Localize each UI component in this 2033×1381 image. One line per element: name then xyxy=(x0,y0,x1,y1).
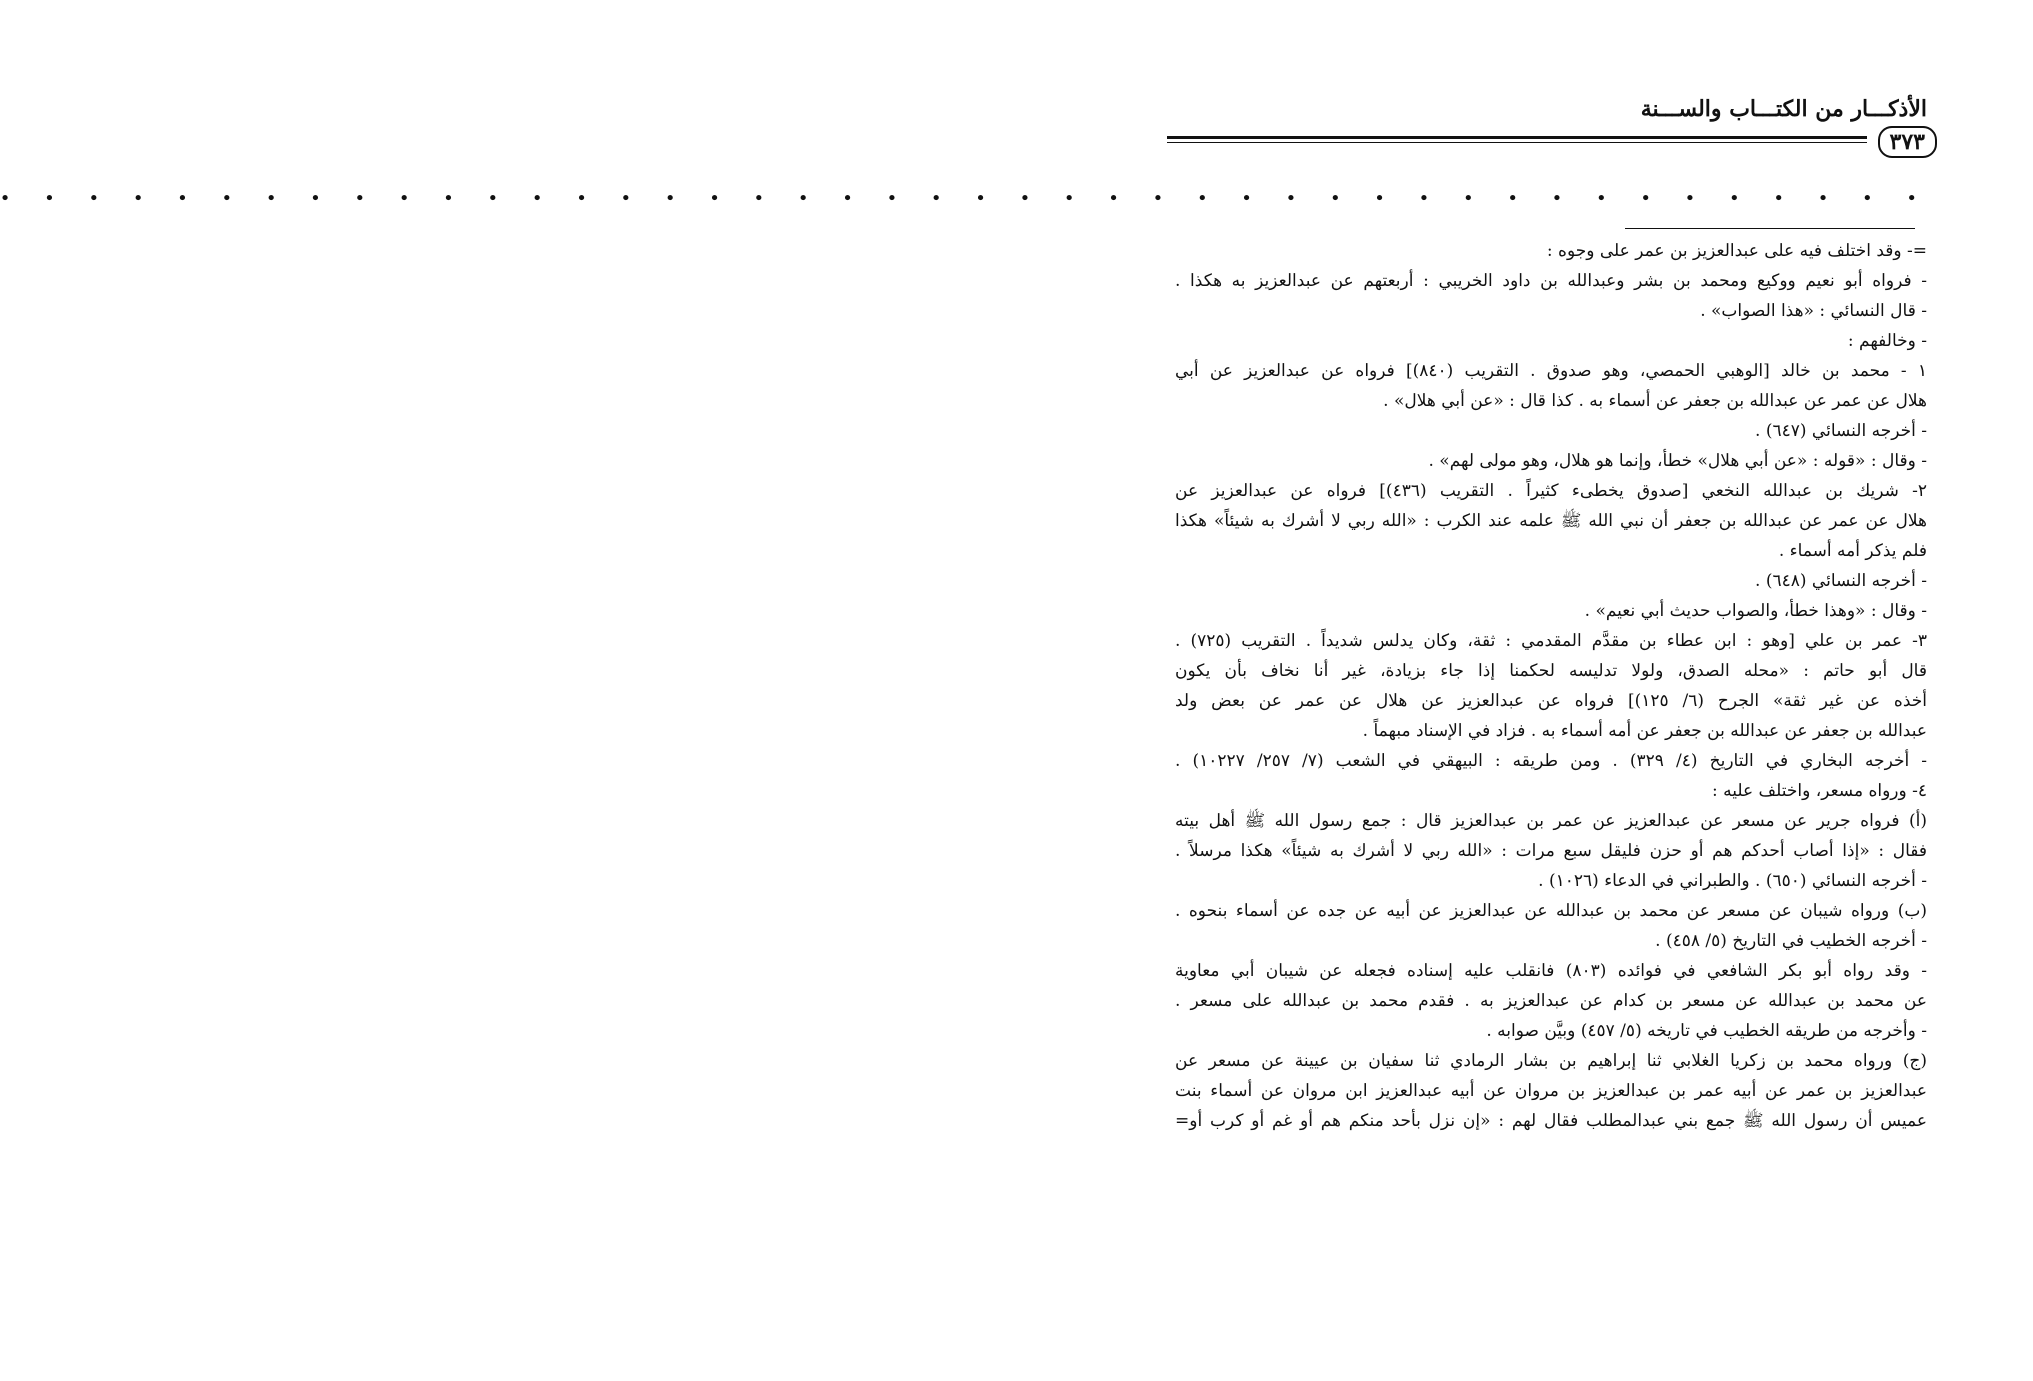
text-line: قال أبو حاتم : «محله الصدق، ولولا تدليسه لحكمنا إذا جاء بزيادة، غير أنا نخاف بأن يكون xyxy=(1175,661,1927,681)
text-line: عبدالعزيز بن عمر عن أبيه عمر بن عبدالعزيز بن مروان عن أبيه عبدالعزيز ابن مروان عن أسماء بنت xyxy=(1175,1081,1927,1101)
text-line: - أخرجه النسائي (٦٤٨) . xyxy=(1755,571,1927,591)
text-line: (ج) ورواه محمد بن زكريا الغلابي ثنا إبراهيم بن بشار الرمادي ثنا سفيان بن عيينة عن مسعر عن xyxy=(1175,1051,1927,1071)
page-header xyxy=(1167,96,1937,156)
text-line: فلم يذكر أمه أسماء . xyxy=(1778,541,1927,561)
footnote-rule xyxy=(1625,228,1915,229)
text-line: - وقد رواه أبو بكر الشافعي في فوائده (٨٠٣) فانقلب عليه إسناده فجعله عن شيبان أبي معاوية xyxy=(1175,961,1927,981)
book-title: الأذكـــار من الكتـــاب والســـنة xyxy=(1640,96,1927,122)
text-line: - أخرجه النسائي (٦٥٠) . والطبراني في الدعاء (١٠٢٦) . xyxy=(1538,871,1927,891)
text-line: ١ - محمد بن خالد [الوهبي الحمصي، وهو صدوق . التقريب (٨٤٠)] فرواه عن عبدالعزيز عن أبي xyxy=(1175,361,1928,381)
text-line: =- وقد اختلف فيه على عبدالعزيز بن عمر على وجوه : xyxy=(1546,241,1927,261)
text-line: - وقال : «قوله : «عن أبي هلال» خطأ، وإنما هو هلال، وهو مولى لهم» . xyxy=(1428,451,1927,471)
page-number: ٣٧٣ xyxy=(1878,126,1937,158)
text-line: - وقال : «وهذا خطأ، والصواب حديث أبي نعيم» . xyxy=(1584,601,1927,621)
text-line: - وأخرجه من طريقه الخطيب في تاريخه (٥/ ٤٥٧) وبيَّن صوابه . xyxy=(1486,1021,1927,1041)
text-line: (ب) ورواه شيبان عن مسعر عن محمد بن عبدالله عن عبدالعزيز عن أبيه عن جده عن أسماء بنحوه . xyxy=(1175,901,1927,921)
text-line: - قال النسائي : «هذا الصواب» . xyxy=(1700,301,1927,321)
text-line: - أخرجه النسائي (٦٤٧) . xyxy=(1755,421,1927,441)
text-line: - أخرجه الخطيب في التاريخ (٥/ ٤٥٨) . xyxy=(1655,931,1927,951)
text-line: - فرواه أبو نعيم ووكيع ومحمد بن بشر وعبدالله بن داود الخريبي : أربعتهم عن عبدالعزيز به هكذا . xyxy=(1175,271,1927,291)
text-line: ٢- شريك بن عبدالله النخعي [صدوق يخطىء كثيراً . التقريب (٤٣٦)] فرواه عن عبدالعزيز عن xyxy=(1175,481,1928,501)
text-line: عبدالله بن جعفر عن عبدالله بن جعفر عن أمه أسماء به . فزاد في الإسناد مبهماً . xyxy=(1362,721,1927,741)
text-line: (أ) فرواه جرير عن مسعر عن عبدالعزيز عن عمر بن عبدالعزيز قال : جمع رسول الله ﷺ أهل بيته xyxy=(1175,811,1927,831)
text-line: هلال عن عمر عن عبدالله بن جعفر أن نبي الله ﷺ علمه عند الكرب : «الله ربي لا أشرك به شيئاً» هكذا xyxy=(1175,511,1927,531)
text-line: عن محمد بن عبدالله عن مسعر بن كدام عن عبدالعزيز به . فقدم محمد بن عبدالله على مسعر . xyxy=(1175,991,1927,1011)
text-line: هلال عن عمر عن عبدالله بن جعفر عن أسماء به . كذا قال : «عن أبي هلال» . xyxy=(1383,391,1927,411)
text-line: أخذه عن غير ثقة» الجرح (٦/ ١٢٥)] فرواه عن عبدالعزيز عن هلال عن عمر عن بعض ولد xyxy=(1175,691,1927,711)
text-line: فقال : «إذا أصاب أحدكم هم أو حزن فليقل سبع مرات : «الله ربي لا أشرك به شيئاً» هكذا مرسلاً . xyxy=(1175,841,1927,861)
header-rule xyxy=(1167,136,1867,143)
text-line: - أخرجه البخاري في التاريخ (٤/ ٣٢٩) . ومن طريقه : البيهقي في الشعب (٧/ ٢٥٧/ ١٠٢٢٧) . xyxy=(1175,751,1927,771)
footnote-text xyxy=(1175,236,1927,1136)
text-line: ٤- ورواه مسعر، واختلف عليه : xyxy=(1711,781,1927,801)
text-line: ٣- عمر بن علي [وهو : ابن عطاء بن مقدَّم المقدمي : ثقة، وكان يدلس شديداً . التقريب (٧٢٥) . xyxy=(1175,631,1927,651)
text-line: - وخالفهم : xyxy=(1847,331,1927,351)
text-line: عميس أن رسول الله ﷺ جمع بني عبدالمطلب فقال لهم : «إن نزل بأحد منكم هم أو غم أو كرب أو= xyxy=(1175,1111,1927,1131)
dotted-separator: • • • • • • • • • • • • • • • • • • • • • • • • • • • • • • • • • • • • • • • • • • • • xyxy=(0,188,1931,209)
